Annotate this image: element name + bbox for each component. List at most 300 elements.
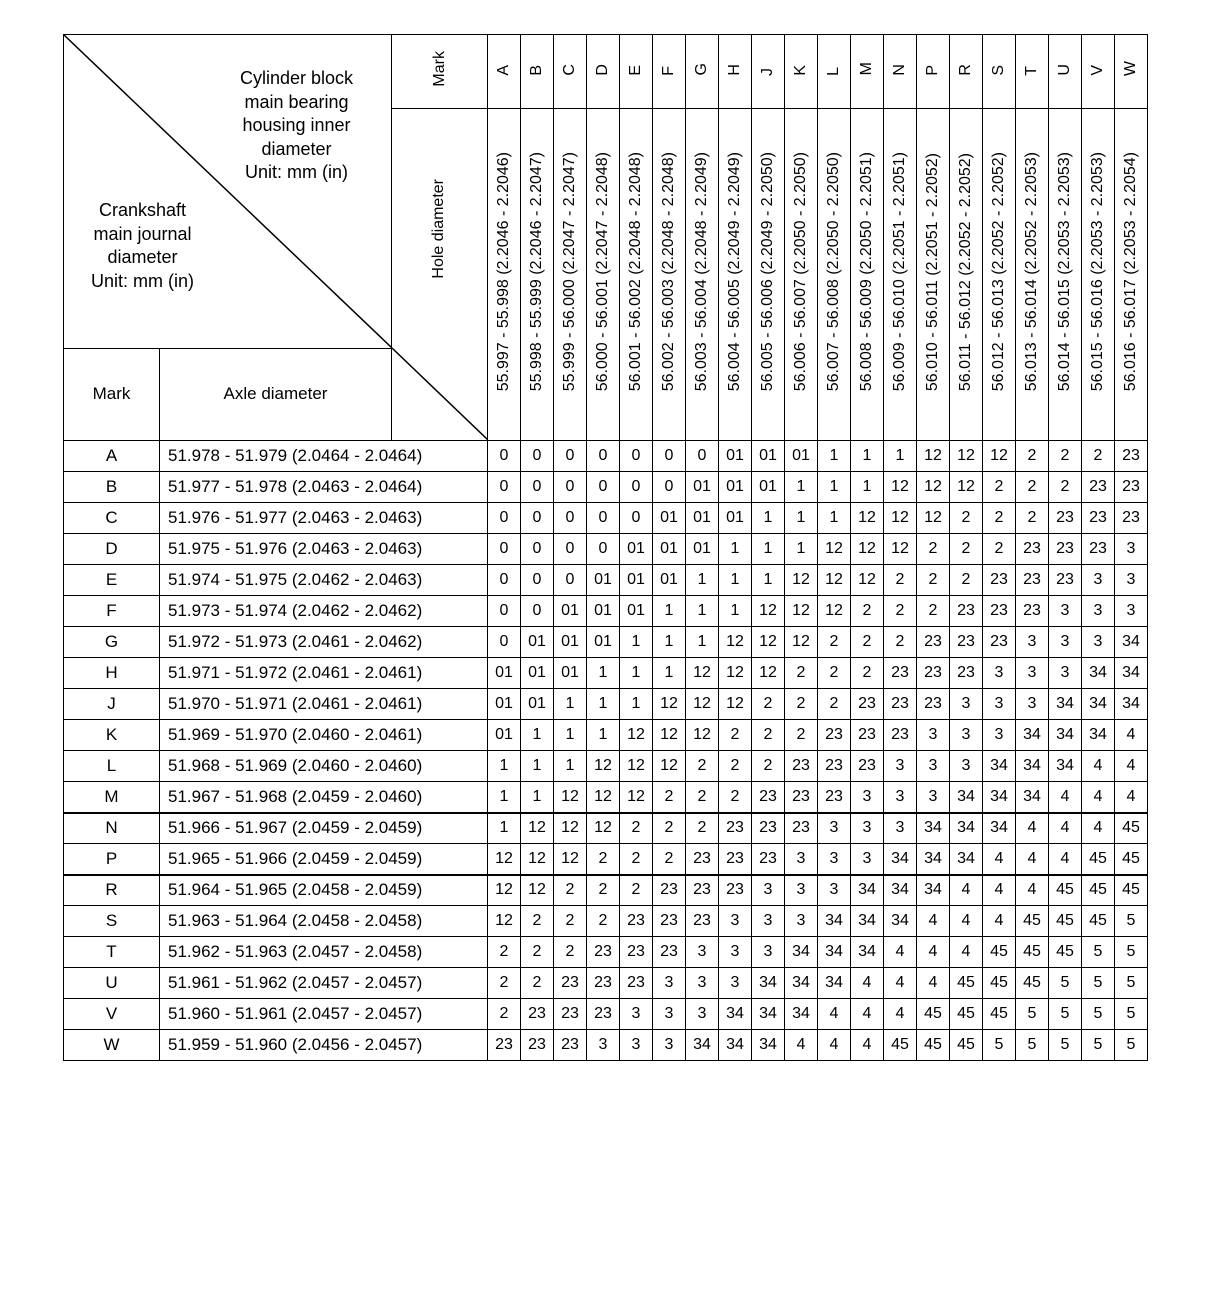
- column-mark-cell: [620, 35, 653, 109]
- grade-cell: 1: [521, 751, 554, 782]
- grade-cell: 23: [818, 751, 851, 782]
- axle-diameter-cell: 51.966 - 51.967 (2.0459 - 2.0459): [160, 813, 488, 844]
- grade-cell: 1: [554, 720, 587, 751]
- grade-cell: 12: [653, 751, 686, 782]
- grade-cell: 45: [950, 999, 983, 1030]
- row-mark-cell: R: [64, 875, 160, 906]
- grade-cell: 3: [1016, 689, 1049, 720]
- column-mark-text: K: [792, 64, 809, 76]
- grade-cell: 2: [983, 534, 1016, 565]
- grade-cell: 12: [785, 627, 818, 658]
- grade-cell: 4: [983, 875, 1016, 906]
- grade-cell: 2: [884, 596, 917, 627]
- grade-cell: 45: [1016, 906, 1049, 937]
- grade-cell: 12: [521, 844, 554, 875]
- grade-cell: 01: [554, 596, 587, 627]
- grade-cell: 23: [950, 658, 983, 689]
- grade-cell: 3: [719, 968, 752, 999]
- grade-cell: 0: [686, 441, 719, 472]
- grade-cell: 34: [1115, 658, 1148, 689]
- grade-cell: 12: [620, 782, 653, 813]
- column-mark-header-text: Mark: [430, 51, 448, 87]
- axle-diameter-cell: 51.975 - 51.976 (2.0463 - 2.0463): [160, 534, 488, 565]
- grade-cell: 2: [851, 596, 884, 627]
- grade-cell: 34: [917, 813, 950, 844]
- grade-cell: 1: [488, 782, 521, 813]
- cylinder-block-label-line: diameter: [261, 138, 332, 159]
- column-mark-cell: [983, 35, 1016, 109]
- hole-range-cell: [488, 109, 521, 441]
- grade-cell: 1: [752, 503, 785, 534]
- grade-cell: 12: [554, 844, 587, 875]
- table-row: [64, 906, 1148, 937]
- grade-cell: 0: [620, 441, 653, 472]
- grade-cell: 23: [983, 565, 1016, 596]
- hole-range-cell: [653, 109, 686, 441]
- hole-range-cell: [785, 109, 818, 441]
- grade-cell: 3: [653, 1030, 686, 1061]
- column-mark-text: D: [594, 63, 611, 76]
- hole-range-cell: [983, 109, 1016, 441]
- grade-cell: 1: [752, 565, 785, 596]
- row-mark-cell: L: [64, 751, 160, 782]
- grade-cell: 5: [1115, 999, 1148, 1030]
- grade-cell: 2: [851, 627, 884, 658]
- grade-cell: 4: [1115, 751, 1148, 782]
- grade-cell: 0: [488, 627, 521, 658]
- hole-range-text: 56.005 - 56.006 (2.2049 - 2.2050): [759, 152, 776, 392]
- grade-cell: 2: [818, 658, 851, 689]
- grade-cell: 23: [818, 782, 851, 813]
- grade-cell: 5: [1049, 968, 1082, 999]
- grade-cell: 5: [1082, 999, 1115, 1030]
- row-mark-cell: V: [64, 999, 160, 1030]
- grade-cell: 2: [785, 720, 818, 751]
- grade-cell: 3: [851, 782, 884, 813]
- row-mark-cell: P: [64, 844, 160, 875]
- grade-cell: 12: [719, 627, 752, 658]
- grade-cell: 2: [488, 999, 521, 1030]
- grade-cell: 34: [884, 875, 917, 906]
- grade-cell: 23: [1049, 565, 1082, 596]
- grade-cell: 2: [884, 627, 917, 658]
- grade-cell: 0: [620, 503, 653, 534]
- grade-cell: 2: [884, 565, 917, 596]
- grade-cell: 2: [686, 782, 719, 813]
- table-row: [64, 937, 1148, 968]
- grade-cell: 23: [851, 751, 884, 782]
- grade-cell: 12: [587, 813, 620, 844]
- hole-range-text: 56.015 - 56.016 (2.2053 - 2.2053): [1089, 152, 1106, 392]
- grade-cell: 34: [785, 968, 818, 999]
- grade-cell: 23: [1082, 472, 1115, 503]
- grade-cell: 3: [752, 875, 785, 906]
- grade-cell: 01: [653, 565, 686, 596]
- axle-diameter-cell: 51.959 - 51.960 (2.0456 - 2.0457): [160, 1030, 488, 1061]
- grade-cell: 5: [1082, 1030, 1115, 1061]
- grade-cell: 3: [785, 906, 818, 937]
- grade-cell: 0: [488, 534, 521, 565]
- grade-cell: 23: [785, 751, 818, 782]
- column-mark-cell: [818, 35, 851, 109]
- grade-cell: 0: [554, 534, 587, 565]
- grade-cell: 01: [620, 596, 653, 627]
- cylinder-block-label: [240, 67, 353, 185]
- column-mark-text: R: [957, 63, 974, 76]
- column-mark-cell: [917, 35, 950, 109]
- grade-cell: 23: [950, 596, 983, 627]
- column-mark-cell: [851, 35, 884, 109]
- row-mark-cell: F: [64, 596, 160, 627]
- grade-cell: 2: [521, 968, 554, 999]
- grade-cell: 34: [851, 875, 884, 906]
- grade-cell: 34: [686, 1030, 719, 1061]
- grade-cell: 45: [1016, 937, 1049, 968]
- table-row: [64, 1030, 1148, 1061]
- grade-cell: 2: [785, 658, 818, 689]
- grade-cell: 34: [752, 1030, 785, 1061]
- grade-cell: 3: [785, 844, 818, 875]
- grade-cell: 23: [686, 844, 719, 875]
- hole-range-text: 56.012 - 56.013 (2.2052 - 2.2052): [990, 152, 1007, 392]
- grade-cell: 34: [818, 937, 851, 968]
- grade-cell: 12: [653, 720, 686, 751]
- grade-cell: 34: [719, 999, 752, 1030]
- axle-diameter-cell: 51.977 - 51.978 (2.0463 - 2.0464): [160, 472, 488, 503]
- column-mark-text: T: [1023, 65, 1040, 76]
- grade-cell: 34: [1016, 751, 1049, 782]
- axle-diameter-header: Axle diameter: [160, 348, 392, 440]
- grade-cell: 23: [1115, 503, 1148, 534]
- row-mark-cell: J: [64, 689, 160, 720]
- grade-cell: 0: [587, 472, 620, 503]
- axle-diameter-cell: 51.967 - 51.968 (2.0459 - 2.0460): [160, 782, 488, 813]
- grade-cell: 23: [719, 844, 752, 875]
- grade-cell: 4: [884, 937, 917, 968]
- row-mark-cell: W: [64, 1030, 160, 1061]
- grade-cell: 1: [785, 534, 818, 565]
- grade-cell: 23: [983, 596, 1016, 627]
- grade-cell: 5: [1016, 999, 1049, 1030]
- grade-cell: 01: [620, 534, 653, 565]
- grade-cell: 1: [851, 472, 884, 503]
- grade-cell: 0: [587, 534, 620, 565]
- crankshaft-journal-label-line: main journal: [93, 223, 192, 244]
- grade-cell: 45: [1016, 968, 1049, 999]
- column-mark-cell: [1082, 35, 1115, 109]
- grade-cell: 01: [686, 534, 719, 565]
- grade-cell: 3: [653, 999, 686, 1030]
- grade-cell: 45: [950, 968, 983, 999]
- grade-cell: 1: [818, 472, 851, 503]
- grade-cell: 3: [983, 720, 1016, 751]
- grade-cell: 1: [653, 627, 686, 658]
- grade-cell: 5: [1115, 968, 1148, 999]
- hole-range-cell: [719, 109, 752, 441]
- grade-cell: 34: [785, 999, 818, 1030]
- grade-cell: 23: [851, 689, 884, 720]
- grade-cell: 23: [983, 627, 1016, 658]
- grade-cell: 34: [1082, 689, 1115, 720]
- grade-cell: 12: [917, 472, 950, 503]
- grade-cell: 2: [719, 720, 752, 751]
- column-mark-cell: [752, 35, 785, 109]
- column-mark-text: V: [1089, 64, 1106, 76]
- hole-range-cell: [752, 109, 785, 441]
- grade-cell: 23: [587, 968, 620, 999]
- grade-cell: 45: [917, 999, 950, 1030]
- grade-cell: 2: [752, 689, 785, 720]
- grade-cell: 23: [719, 813, 752, 844]
- crankshaft-journal-label: [91, 199, 194, 293]
- grade-cell: 4: [950, 875, 983, 906]
- grade-cell: 4: [1049, 844, 1082, 875]
- column-mark-text: L: [825, 66, 842, 76]
- grade-cell: 12: [587, 782, 620, 813]
- grade-cell: 34: [1049, 751, 1082, 782]
- grade-cell: 2: [554, 875, 587, 906]
- grade-cell: 45: [1115, 813, 1148, 844]
- row-mark-header: Mark: [64, 348, 160, 440]
- axle-diameter-cell: 51.964 - 51.965 (2.0458 - 2.0459): [160, 875, 488, 906]
- row-mark-cell: G: [64, 627, 160, 658]
- row-mark-cell: H: [64, 658, 160, 689]
- row-mark-cell: D: [64, 534, 160, 565]
- grade-cell: 3: [818, 875, 851, 906]
- grade-cell: 23: [620, 968, 653, 999]
- grade-cell: 23: [686, 875, 719, 906]
- grade-cell: 2: [587, 875, 620, 906]
- grade-cell: 23: [1115, 472, 1148, 503]
- grade-cell: 2: [851, 658, 884, 689]
- grade-cell: 01: [488, 720, 521, 751]
- grade-cell: 1: [653, 596, 686, 627]
- grade-cell: 34: [1049, 689, 1082, 720]
- grade-cell: 2: [719, 751, 752, 782]
- hole-range-text: 56.001 - 56.002 (2.2048 - 2.2048): [627, 152, 644, 392]
- grade-cell: 23: [917, 658, 950, 689]
- hole-diameter-header: [392, 109, 488, 441]
- column-mark-cell: [1049, 35, 1082, 109]
- table-row: [64, 441, 1148, 472]
- grade-cell: 3: [818, 844, 851, 875]
- grade-cell: 5: [1016, 1030, 1049, 1061]
- bearing-grade-table-wrapper: [63, 34, 1147, 1058]
- grade-cell: 4: [950, 937, 983, 968]
- hole-range-text: 56.013 - 56.014 (2.2052 - 2.2053): [1023, 152, 1040, 392]
- column-mark-text: P: [924, 64, 941, 76]
- grade-cell: 1: [521, 720, 554, 751]
- grade-cell: 23: [785, 813, 818, 844]
- grade-cell: 23: [521, 999, 554, 1030]
- hole-range-cell: [620, 109, 653, 441]
- grade-cell: 3: [917, 782, 950, 813]
- grade-cell: 12: [851, 503, 884, 534]
- hole-diameter-header-text: Hole diameter: [430, 179, 447, 279]
- column-mark-text: J: [759, 67, 776, 76]
- grade-cell: 3: [1082, 596, 1115, 627]
- grade-cell: 12: [686, 658, 719, 689]
- grade-cell: 2: [620, 844, 653, 875]
- column-mark-cell: [653, 35, 686, 109]
- grade-cell: 2: [1049, 472, 1082, 503]
- grade-cell: 12: [554, 813, 587, 844]
- grade-cell: 3: [620, 999, 653, 1030]
- grade-cell: 34: [950, 782, 983, 813]
- axle-diameter-cell: 51.962 - 51.963 (2.0457 - 2.0458): [160, 937, 488, 968]
- grade-cell: 5: [1115, 906, 1148, 937]
- axle-diameter-cell: 51.976 - 51.977 (2.0463 - 2.0463): [160, 503, 488, 534]
- grade-cell: 4: [1049, 813, 1082, 844]
- grade-cell: 5: [1115, 1030, 1148, 1061]
- grade-cell: 1: [488, 751, 521, 782]
- grade-cell: 45: [917, 1030, 950, 1061]
- grade-cell: 5: [1115, 937, 1148, 968]
- grade-cell: 34: [884, 906, 917, 937]
- grade-cell: 12: [686, 689, 719, 720]
- grade-cell: 12: [818, 596, 851, 627]
- grade-cell: 2: [1016, 503, 1049, 534]
- grade-cell: 12: [884, 472, 917, 503]
- grade-cell: 12: [818, 565, 851, 596]
- grade-cell: 2: [653, 813, 686, 844]
- grade-cell: 2: [653, 844, 686, 875]
- corner-header-cell: [64, 35, 392, 349]
- grade-cell: 0: [488, 565, 521, 596]
- grade-cell: 45: [950, 1030, 983, 1061]
- grade-cell: 45: [1115, 875, 1148, 906]
- grade-cell: 12: [785, 565, 818, 596]
- grade-cell: 3: [884, 782, 917, 813]
- grade-cell: 0: [554, 472, 587, 503]
- grade-cell: 23: [653, 906, 686, 937]
- grade-cell: 3: [884, 813, 917, 844]
- column-mark-cell: [554, 35, 587, 109]
- grade-cell: 34: [1016, 720, 1049, 751]
- grade-cell: 1: [620, 627, 653, 658]
- grade-cell: 34: [752, 999, 785, 1030]
- grade-cell: 45: [983, 968, 1016, 999]
- hole-range-text: 55.999 - 56.000 (2.2047 - 2.2047): [561, 152, 578, 392]
- axle-diameter-cell: 51.978 - 51.979 (2.0464 - 2.0464): [160, 441, 488, 472]
- table-row: [64, 751, 1148, 782]
- grade-cell: 45: [1082, 906, 1115, 937]
- grade-cell: 4: [950, 906, 983, 937]
- grade-cell: 3: [917, 720, 950, 751]
- column-mark-cell: [587, 35, 620, 109]
- grade-cell: 2: [719, 782, 752, 813]
- grade-cell: 34: [785, 937, 818, 968]
- grade-cell: 23: [752, 782, 785, 813]
- grade-cell: 0: [521, 534, 554, 565]
- table-row: [64, 472, 1148, 503]
- grade-cell: 0: [488, 596, 521, 627]
- grade-cell: 2: [554, 906, 587, 937]
- grade-cell: 12: [785, 596, 818, 627]
- grade-cell: 0: [521, 565, 554, 596]
- grade-cell: 23: [851, 720, 884, 751]
- grade-cell: 34: [917, 844, 950, 875]
- hole-range-text: 55.998 - 55.999 (2.2046 - 2.2047): [528, 152, 545, 392]
- grade-cell: 01: [686, 503, 719, 534]
- grade-cell: 45: [983, 999, 1016, 1030]
- grade-cell: 34: [1016, 782, 1049, 813]
- column-mark-text: W: [1122, 61, 1139, 77]
- grade-cell: 01: [587, 565, 620, 596]
- column-mark-header: [392, 35, 488, 109]
- axle-diameter-cell: 51.974 - 51.975 (2.0462 - 2.0463): [160, 565, 488, 596]
- grade-cell: 34: [983, 782, 1016, 813]
- grade-cell: 1: [818, 441, 851, 472]
- grade-cell: 23: [785, 782, 818, 813]
- column-mark-cell: [884, 35, 917, 109]
- grade-cell: 12: [620, 720, 653, 751]
- grade-cell: 2: [620, 875, 653, 906]
- grade-cell: 2: [983, 503, 1016, 534]
- table-row: [64, 782, 1148, 813]
- hole-header-diagonal-stroke: [392, 348, 488, 440]
- table-row: [64, 875, 1148, 906]
- grade-cell: 34: [884, 844, 917, 875]
- grade-cell: 34: [1115, 627, 1148, 658]
- grade-cell: 2: [488, 937, 521, 968]
- grade-cell: 12: [950, 441, 983, 472]
- grade-cell: 4: [917, 937, 950, 968]
- axle-diameter-cell: 51.971 - 51.972 (2.0461 - 2.0461): [160, 658, 488, 689]
- column-mark-text: A: [495, 64, 512, 76]
- grade-cell: 2: [950, 534, 983, 565]
- hole-range-text: 55.997 - 55.998 (2.2046 - 2.2046): [495, 152, 512, 392]
- grade-cell: 23: [1049, 503, 1082, 534]
- table-row: [64, 596, 1148, 627]
- hole-range-text: 56.011 - 56.012 (2.2052 - 2.2052): [957, 152, 974, 392]
- grade-cell: 3: [818, 813, 851, 844]
- grade-cell: 4: [818, 1030, 851, 1061]
- grade-cell: 3: [1016, 627, 1049, 658]
- grade-cell: 23: [521, 1030, 554, 1061]
- column-mark-text: E: [627, 64, 644, 76]
- table-row: [64, 720, 1148, 751]
- bearing-grade-table: [63, 34, 1148, 1061]
- grade-cell: 23: [752, 844, 785, 875]
- grade-cell: 23: [620, 937, 653, 968]
- grade-cell: 1: [521, 782, 554, 813]
- grade-cell: 2: [752, 720, 785, 751]
- grade-cell: 4: [917, 906, 950, 937]
- grade-cell: 3: [917, 751, 950, 782]
- grade-cell: 0: [521, 596, 554, 627]
- grade-cell: 2: [587, 906, 620, 937]
- row-mark-cell: N: [64, 813, 160, 844]
- grade-cell: 0: [587, 441, 620, 472]
- grade-cell: 5: [1082, 968, 1115, 999]
- grade-cell: 2: [950, 503, 983, 534]
- table-row: [64, 534, 1148, 565]
- table-row: [64, 658, 1148, 689]
- grade-cell: 3: [851, 813, 884, 844]
- grade-cell: 12: [653, 689, 686, 720]
- grade-cell: 45: [1049, 875, 1082, 906]
- hole-range-text: 56.008 - 56.009 (2.2050 - 2.2051): [858, 152, 875, 392]
- grade-cell: 01: [785, 441, 818, 472]
- grade-cell: 2: [917, 596, 950, 627]
- grade-cell: 01: [719, 441, 752, 472]
- grade-cell: 3: [1049, 627, 1082, 658]
- grade-cell: 01: [686, 472, 719, 503]
- hole-range-cell: [1016, 109, 1049, 441]
- grade-cell: 23: [950, 627, 983, 658]
- grade-cell: 34: [851, 937, 884, 968]
